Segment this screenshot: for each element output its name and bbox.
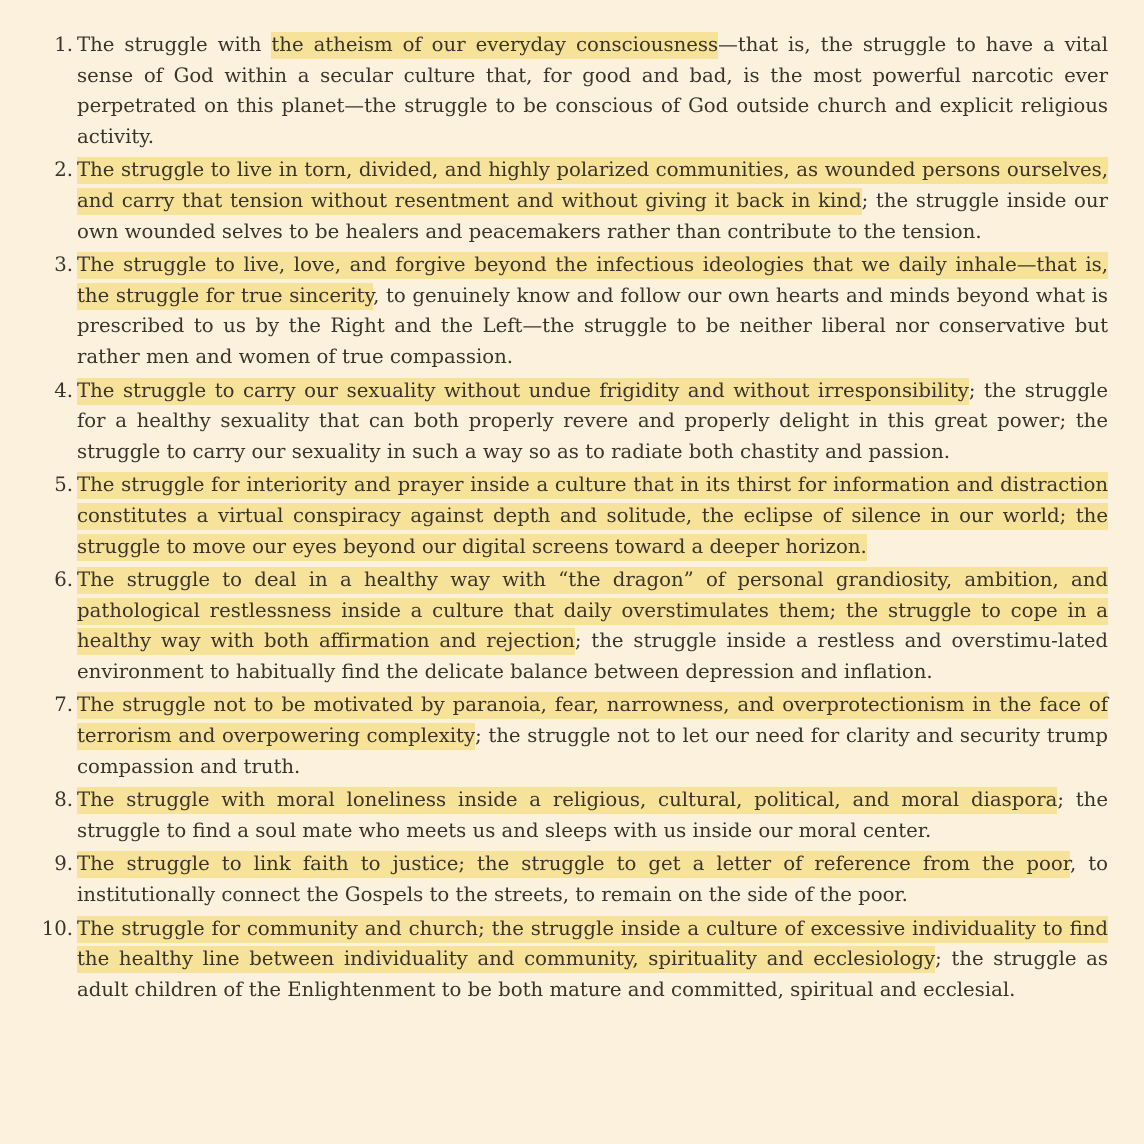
item-text-rest: ; the struggle for a healthy sexuality that can both properly revere and properly delight in this great power; the struggle to carry our sexuality in such a way so as to radiate both chastity and passion. <box>77 378 1108 463</box>
list-item-7 <box>0 690 1108 782</box>
item-number: 7. <box>54 693 73 717</box>
list-item-9 <box>0 849 1108 910</box>
item-number: 10. <box>41 916 73 940</box>
item-text-highlighted: The struggle to link faith to justice; the struggle to get a letter of reference from the poor <box>77 851 1070 878</box>
item-text-highlighted: The struggle to live in torn, divided, and highly polarized communities, as wounded persons ourselves, and carry that tension without resentment and without giving it back in kind <box>77 157 1108 215</box>
list-item-2 <box>0 155 1108 247</box>
item-number: 8. <box>54 788 73 812</box>
list-item-6 <box>0 565 1108 687</box>
list-item-1 <box>0 30 1108 152</box>
item-text-rest: —that is, the struggle to have a vital sense of God within a secular culture that, for good and bad, is the most powerful narcotic ever perpetrated on this planet—the struggle to be conscious of God outside church and explicit religious activity. <box>77 33 1109 148</box>
item-text-rest: ; the struggle as adult children of the Enlightenment to be both mature and committed, spiritual and ecclesial. <box>77 947 1109 1001</box>
item-text-highlighted: The struggle not to be motivated by paranoia, fear, narrowness, and overprotectionism in the face of terrorism and overpowering complexity <box>77 692 1108 750</box>
item-text-rest: , to genuinely know and follow our own hearts and minds beyond what is prescribed to us by the Right and the Left—the struggle to be neither liberal nor conservative but rather men and women of true compassion. <box>77 283 1109 368</box>
item-text-rest: ; the struggle inside our own wounded selves to be healers and peacemakers rather than contribute to the tension. <box>77 188 1108 243</box>
item-text-rest: ; the struggle inside a restless and overstimu-lated environment to habitually find the delicate balance between depression and inflation. <box>77 629 1108 683</box>
item-text-highlighted: The struggle with moral loneliness inside a religious, cultural, political, and moral diaspora <box>77 787 1057 814</box>
item-text-rest: ; the struggle to find a soul mate who meets us and sleeps with us inside our moral center. <box>77 788 1108 842</box>
item-text-highlighted: The struggle to carry our sexuality without undue frigidity and without irresponsibility <box>77 378 969 405</box>
item-number: 2. <box>54 158 73 182</box>
list-item-4 <box>0 376 1108 468</box>
item-number: 3. <box>54 253 73 277</box>
item-number: 6. <box>54 568 73 592</box>
item-number: 4. <box>54 378 73 402</box>
item-text-lead: The struggle with <box>77 33 272 56</box>
item-text-highlighted: The struggle for interiority and prayer inside a culture that in its thirst for information and distraction constitutes a virtual conspiracy against depth and solitude, the eclipse of silence in our world; the struggle to move our eyes beyond our digital screens toward a deeper horizon. <box>77 472 1108 560</box>
list-item-10 <box>0 914 1108 1006</box>
item-text-highlighted: The struggle to deal in a healthy way with “the dragon” of personal grandiosity, ambition, and pathological restlessness inside a culture that daily overstimulates them; the struggle to cope in a healthy way with both affirmation and rejection <box>77 567 1108 655</box>
item-text-highlighted: the atheism of our everyday consciousness <box>271 32 718 59</box>
list-item-5 <box>0 470 1108 562</box>
item-number: 9. <box>54 852 73 876</box>
item-number: 5. <box>54 473 73 497</box>
item-text-highlighted: The struggle for community and church; the struggle inside a culture of excessive individuality to find the healthy line between individuality and community, spirituality and ecclesiology <box>77 916 1108 974</box>
item-number: 1. <box>54 33 73 56</box>
item-text-rest: ; the struggle not to let our need for clarity and security trump compassion and truth. <box>77 724 1108 778</box>
list-item-8 <box>0 785 1108 846</box>
numbered-list <box>0 30 1108 1005</box>
item-text-rest: , to institutionally connect the Gospels to the streets, to remain on the side of the poor. <box>77 852 1109 907</box>
list-item-3 <box>0 250 1108 372</box>
item-text-highlighted: The struggle to live, love, and forgive beyond the infectious ideologies that we daily inhale—that is, the struggle for true sincerity <box>77 252 1108 310</box>
